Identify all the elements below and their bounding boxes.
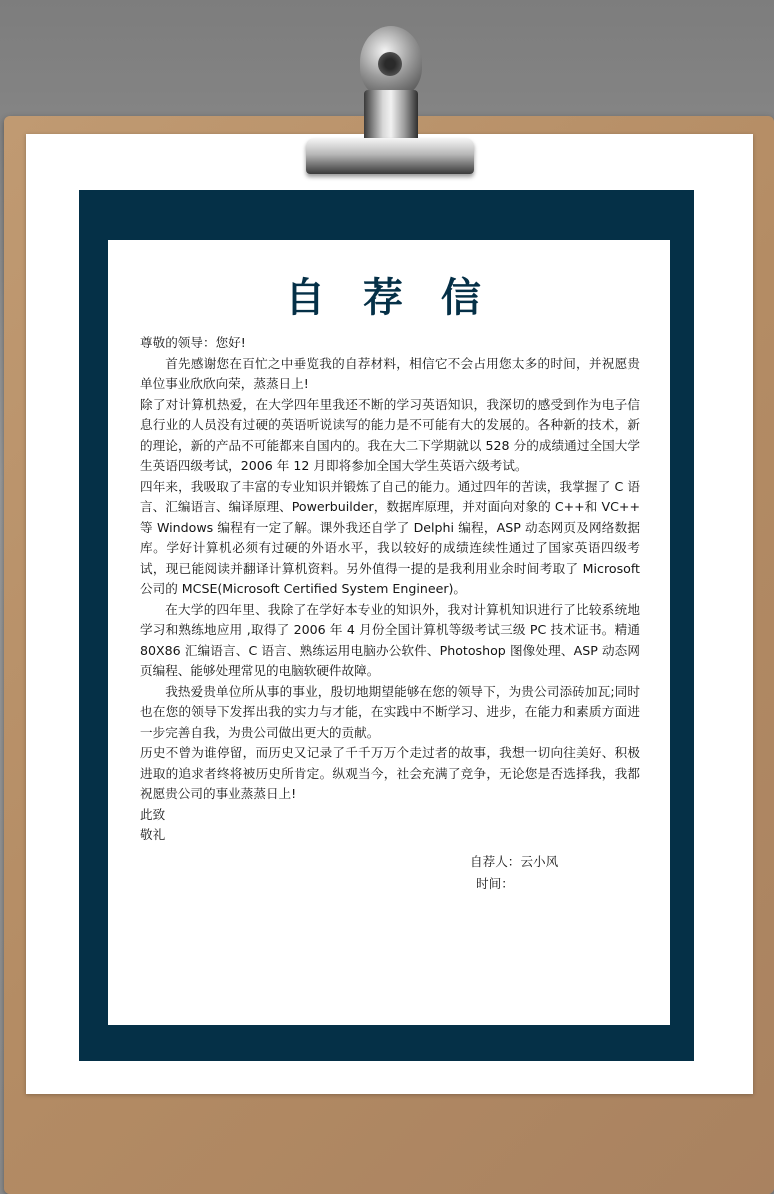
letter-paragraph: 敬礼 (140, 827, 166, 842)
letter-title: 自 荐 信 (285, 275, 493, 321)
date-line: 时间： (476, 876, 514, 891)
letter-paragraph: 在大学的四年里、我除了在学好本专业的知识外，我对计算机知识进行了比较系统地学习和熟练地应用 ,取得了 2006 年 4 月份全国计算机等级考试三级 PC 技术证书。精通 80X86 汇编语言、C 语言、熟练运用电脑办公软件、Photoshop 图像处理、ASP 动态网页编程、能够处理常见的电脑软硬件故障。 (140, 601, 640, 678)
letter-paragraph: 四年来，我吸取了丰富的专业知识并锻炼了自己的能力。通过四年的苦读，我掌握了 C 语言、汇编语言、编译原理、Powerbuilder，数据库原理，并对面向对象的 C++和 VC++ 等 Windows 编程有一定了解。课外我还自学了 Delphi 编程，ASP 动态网页及网络数据库。学好计算机必须有过硬的外语水平，我以较好的成绩连续性通过了国家英语四级考试，现已能阅读并翻译计算机资料。另外值得一提的是我利用业余时间考取了 Microsoft 公司的 MCSE(Microsoft Certified System Engineer)。 (140, 478, 640, 596)
letter-paragraph: 历史不曾为谁停留，而历史又记录了千千万万个走过者的故事，我想一切向往美好、积极进取的追求者终将被历史所肯定。纵观当今，社会充满了竞争，无论您是否选择我，我都祝愿贵公司的事业蒸蒸日上! (140, 745, 640, 801)
signer: 自荐人：云小风 (470, 854, 559, 869)
letter-paragraph: 除了对计算机热爱，在大学四年里我还不断的学习英语知识，我深切的感受到作为电子信息行业的人员没有过硬的英语听说读写的能力是不可能有大的发展的。各种新的技术，新的理论，新的产品不可能都来自国内的。我在大二下学期就以 528 分的成绩通过全国大学生英语四级考试，2006 年 12 月即将参加全国大学生英语六级考试。 (140, 396, 640, 473)
letter-paragraph: 此致 (140, 806, 166, 822)
letter-body (140, 333, 640, 846)
signature-block (140, 851, 640, 895)
clip-ring (360, 26, 422, 98)
binder-clip-icon (306, 26, 474, 176)
letter-paragraph: 尊敬的领导：您好! (140, 335, 246, 350)
letter-paragraph: 首先感谢您在百忙之中垂览我的自荐材料，相信它不会占用您太多的时间，并祝愿贵单位事业欣欣向荣，蒸蒸日上! (140, 355, 640, 391)
letter-paragraph: 我热爱贵单位所从事的事业，殷切地期望能够在您的领导下，为贵公司添砖加瓦;同时也在您的领导下发挥出我的实力与才能，在实践中不断学习、进步，在能力和素质方面进一步完善自我，为贵公司做出更大的贡献。 (140, 683, 640, 740)
clip-base (306, 138, 474, 174)
